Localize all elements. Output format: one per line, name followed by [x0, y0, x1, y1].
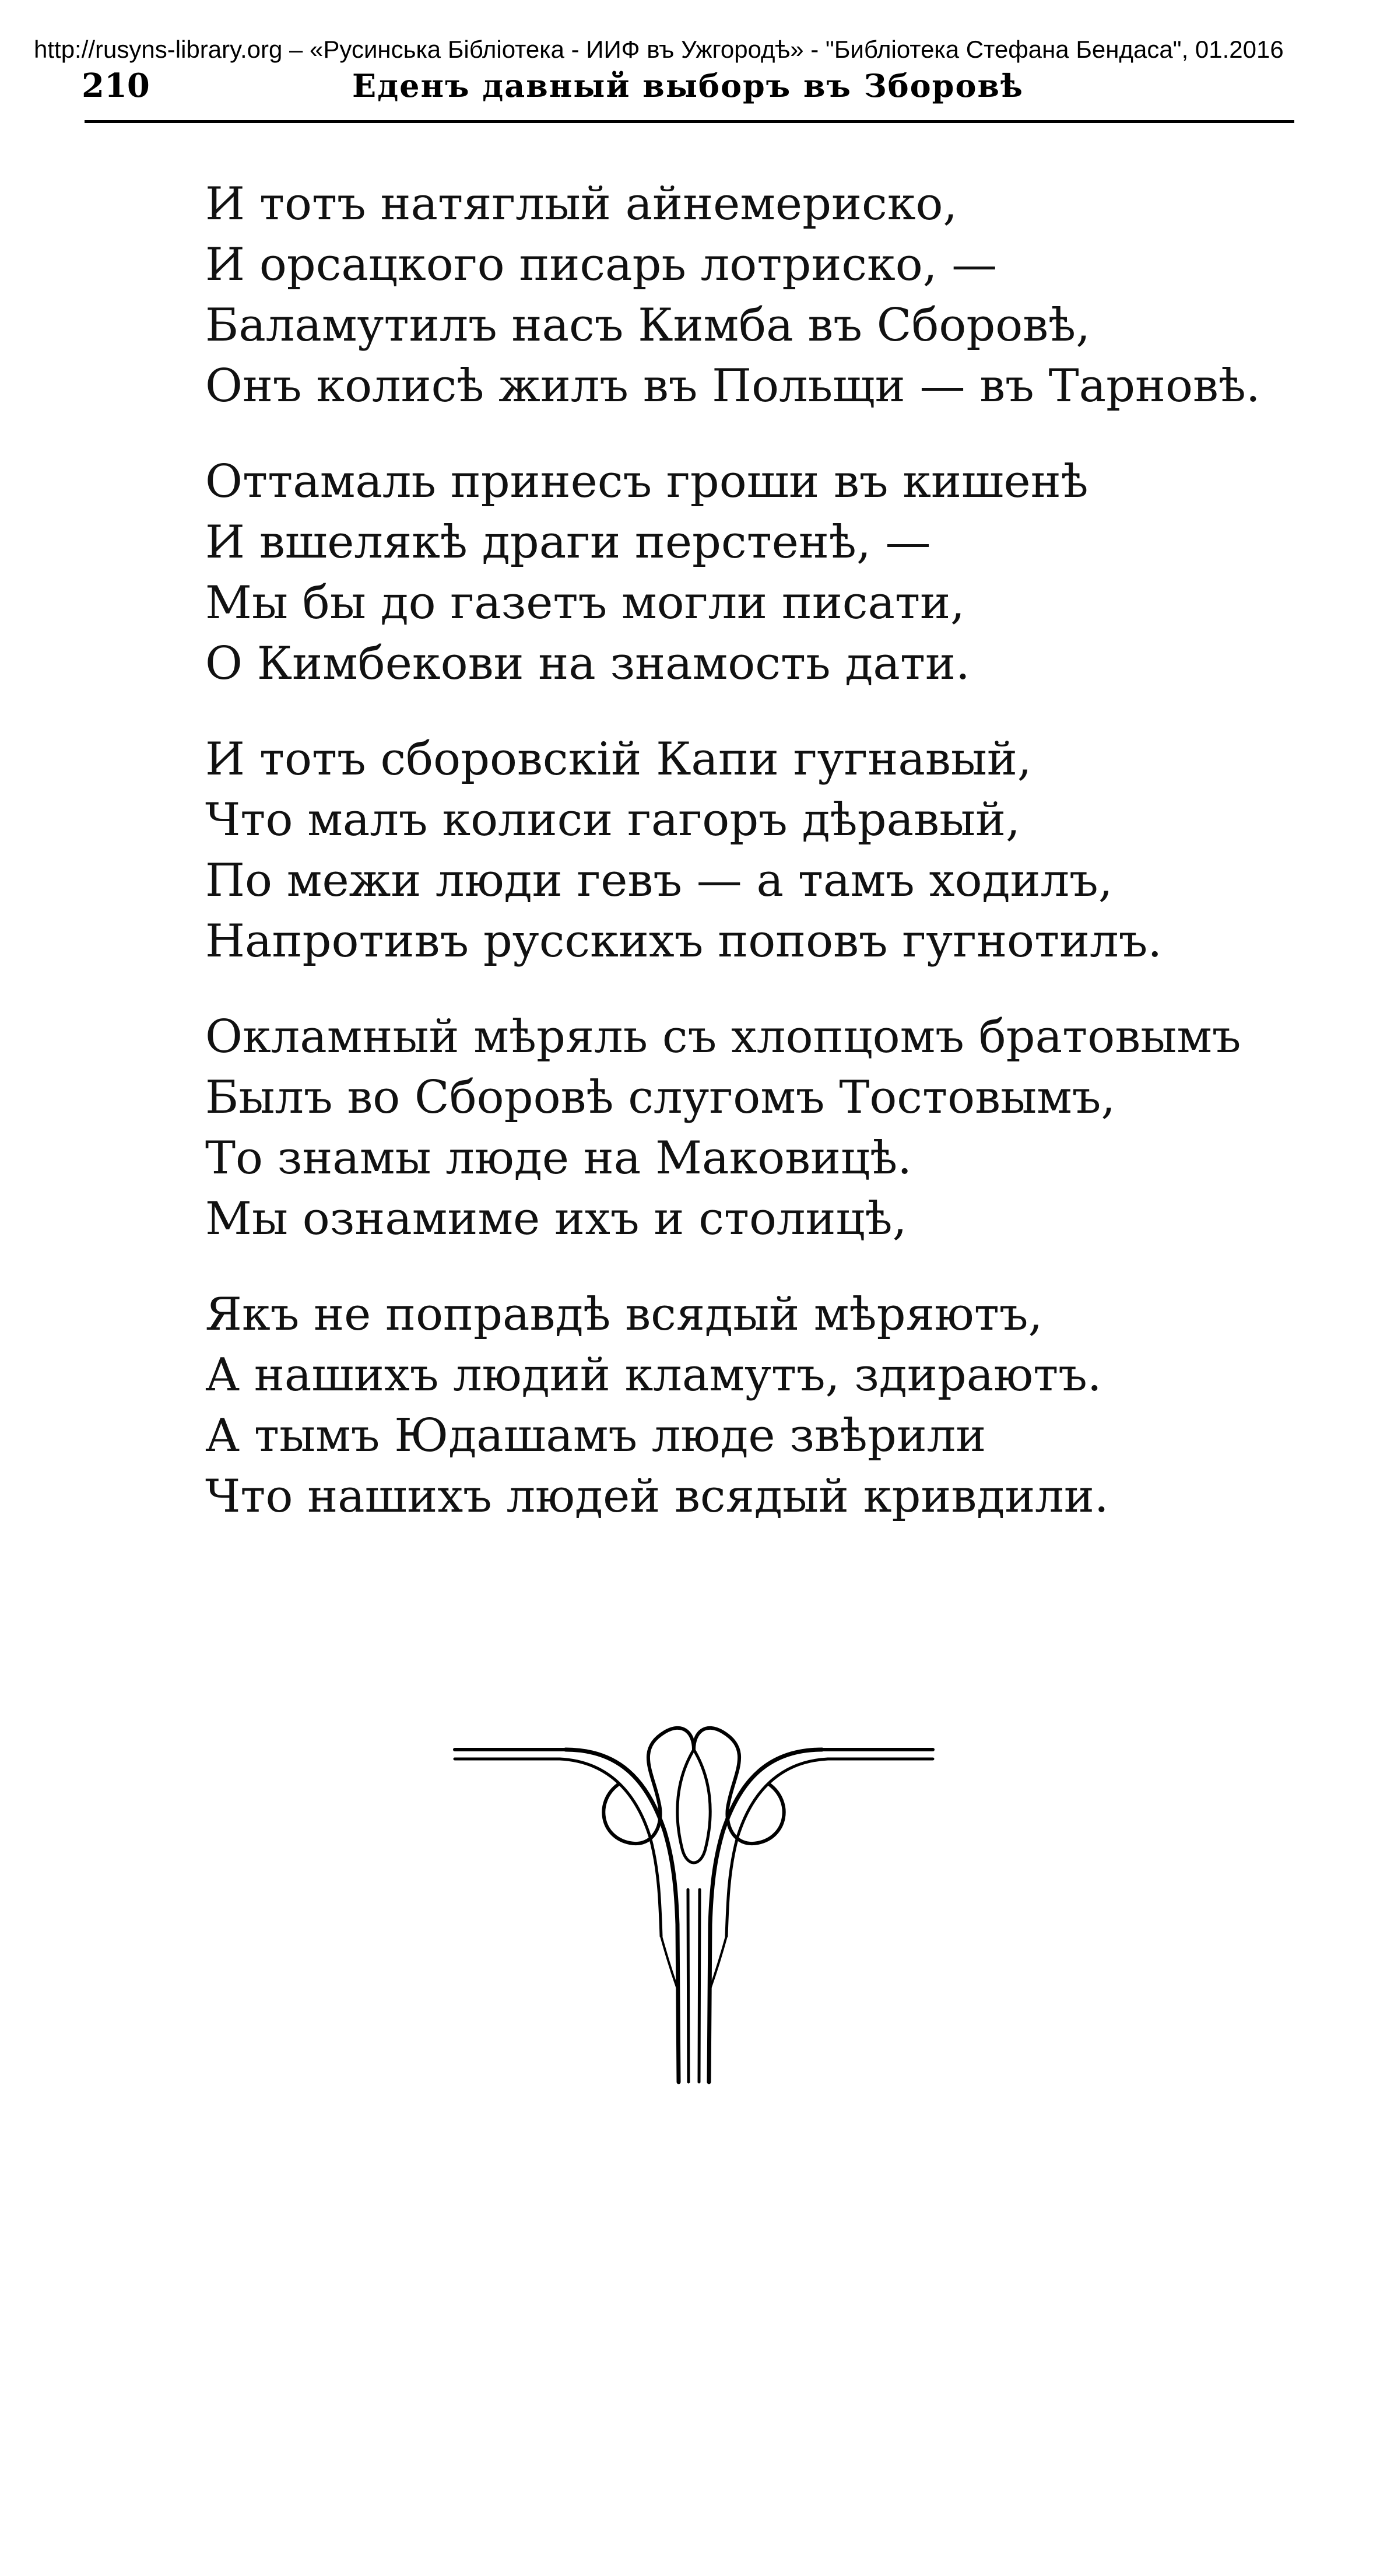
- stanza-1: [205, 174, 1313, 416]
- page-title: Еденъ давный выборъ въ Зборовѣ: [352, 67, 1024, 104]
- verse-line: И вшелякѣ драги перстенѣ, —: [205, 516, 931, 569]
- verse-line: Онъ колисѣ жилъ въ Польщи — въ Тарновѣ.: [205, 360, 1260, 412]
- verse-line: А тымъ Юдашамъ люде звѣрили: [205, 1410, 986, 1462]
- verse-line: Якъ не поправдѣ всядый мѣряютъ,: [205, 1288, 1043, 1341]
- poem-text: [205, 174, 1313, 1562]
- verse-line: Былъ во Сборовѣ слугомъ Тостовымъ,: [205, 1071, 1116, 1124]
- verse-line: Напротивъ русскихъ поповъ гугнотилъ.: [205, 915, 1163, 968]
- stanza-3: [205, 729, 1313, 972]
- verse-line: Оттамаль принесъ гроши въ кишенѣ: [205, 455, 1088, 508]
- verse-line: А нашихъ людий кламутъ, здираютъ.: [205, 1349, 1102, 1401]
- verse-line: Мы ознамиме ихъ и столицѣ,: [205, 1193, 907, 1245]
- stanza-2: [205, 451, 1313, 694]
- running-head: [82, 65, 1294, 112]
- stanza-5: [205, 1284, 1313, 1527]
- verse-line: И тотъ сборовскій Капи гугнавый,: [205, 733, 1032, 786]
- page-number: 210: [82, 66, 150, 105]
- verse-line: И орсацкого писарь лотриско, —: [205, 239, 998, 291]
- verse-line: По межи люди гевъ — а тамъ ходилъ,: [205, 854, 1113, 907]
- tailpiece-ornament-icon: [443, 1715, 944, 2100]
- verse-line: Мы бы до газетъ могли писати,: [205, 577, 965, 629]
- verse-line: Что малъ колиси гагоръ дѣравый,: [205, 794, 1020, 846]
- header-divider: [85, 120, 1294, 123]
- source-url-line: http://rusyns-library.org – «Русинська Бібліотека - ИИФ въ Ужгородѣ» - "Библіотека Стефана Бендаса", 01.2016: [34, 36, 1284, 63]
- verse-line: О Кимбекови на знамость дати.: [205, 637, 970, 690]
- verse-line: Баламутилъ насъ Кимба въ Сборовѣ,: [205, 299, 1090, 352]
- verse-line: То знамы люде на Маковицѣ.: [205, 1132, 912, 1184]
- verse-line: Что нашихъ людей всядый кривдили.: [205, 1470, 1109, 1523]
- stanza-4: [205, 1007, 1313, 1249]
- verse-line: И тотъ натяглый айнемериско,: [205, 178, 958, 230]
- verse-line: Окламный мѣряль съ хлопцомъ братовымъ: [205, 1011, 1241, 1063]
